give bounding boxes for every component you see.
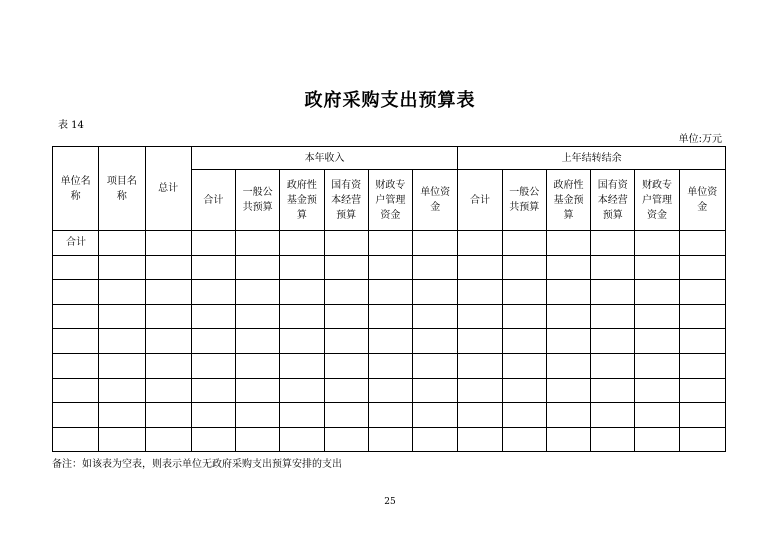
table-cell (145, 403, 191, 428)
table-row (53, 304, 726, 329)
budget-table (52, 146, 726, 452)
table-cell (679, 403, 725, 428)
table-cell (324, 280, 368, 305)
col-current-state-capital: 国有资本经营预算 (324, 170, 368, 231)
col-carryover-gov-fund: 政府性基金预算 (546, 170, 590, 231)
table-cell (591, 403, 635, 428)
table-cell (191, 353, 235, 378)
table-cell (635, 280, 679, 305)
table-cell (145, 427, 191, 452)
table-cell (368, 353, 412, 378)
table-cell (53, 255, 99, 280)
header-prior-year-carryover: 上年结转结余 (458, 147, 726, 170)
table-cell (191, 304, 235, 329)
table-cell (413, 427, 458, 452)
table-cell (145, 304, 191, 329)
table-cell (635, 353, 679, 378)
table-cell (502, 231, 546, 256)
table-cell (324, 304, 368, 329)
col-carryover-state-capital: 国有资本经营预算 (591, 170, 635, 231)
table-cell (502, 353, 546, 378)
table-cell (368, 378, 412, 403)
table-cell (679, 304, 725, 329)
col-carryover-fiscal-account: 财政专户管理资金 (635, 170, 679, 231)
table-row (53, 378, 726, 403)
table-cell (191, 231, 235, 256)
table-cell (635, 427, 679, 452)
table-cell (591, 427, 635, 452)
table-cell (458, 329, 502, 354)
table-cell (635, 231, 679, 256)
table-cell (413, 255, 458, 280)
table-cell (280, 329, 324, 354)
table-cell (368, 329, 412, 354)
col-carryover-unit-funds: 单位资金 (679, 170, 725, 231)
table-cell (591, 255, 635, 280)
table-cell (191, 255, 235, 280)
table-cell (324, 231, 368, 256)
table-cell (191, 403, 235, 428)
table-cell (368, 231, 412, 256)
table-cell (546, 280, 590, 305)
header-grand-total: 总计 (145, 147, 191, 231)
table-cell (635, 403, 679, 428)
table-cell (458, 403, 502, 428)
table-cell (413, 231, 458, 256)
table-cell (145, 255, 191, 280)
table-cell (280, 403, 324, 428)
table-cell (679, 231, 725, 256)
table-body (53, 231, 726, 452)
table-cell (280, 353, 324, 378)
table-cell (99, 304, 145, 329)
table-cell (502, 403, 546, 428)
table-cell (458, 353, 502, 378)
table-cell (99, 427, 145, 452)
table-cell (280, 280, 324, 305)
total-row (53, 231, 726, 256)
table-cell (53, 403, 99, 428)
table-cell (591, 231, 635, 256)
table-cell (413, 304, 458, 329)
table-cell (368, 427, 412, 452)
table-cell (236, 427, 280, 452)
col-current-total: 合计 (191, 170, 235, 231)
table-cell (191, 329, 235, 354)
table-cell (99, 280, 145, 305)
table-cell (458, 231, 502, 256)
table-cell (236, 231, 280, 256)
table-number: 表 14 (58, 120, 84, 131)
table-cell (145, 280, 191, 305)
col-current-gov-fund: 政府性基金预算 (280, 170, 324, 231)
table-cell (458, 255, 502, 280)
table-cell (413, 353, 458, 378)
table-cell (324, 329, 368, 354)
table-cell (591, 280, 635, 305)
table-cell (591, 353, 635, 378)
table-cell (99, 353, 145, 378)
table-cell (53, 329, 99, 354)
table-cell (413, 378, 458, 403)
table-cell (99, 231, 145, 256)
table-cell (679, 329, 725, 354)
table-row (53, 353, 726, 378)
table-cell (502, 280, 546, 305)
table-cell (145, 378, 191, 403)
table-cell (99, 403, 145, 428)
table-cell (53, 378, 99, 403)
table-cell (458, 304, 502, 329)
table-cell (53, 353, 99, 378)
col-current-general-budget: 一般公共预算 (236, 170, 280, 231)
table-cell (280, 427, 324, 452)
table-cell (502, 255, 546, 280)
header-unit-name: 单位名称 (53, 147, 99, 231)
header-row-groups (53, 147, 726, 170)
table-cell (591, 329, 635, 354)
table-cell (236, 304, 280, 329)
header-project-name: 项目名称 (99, 147, 145, 231)
table-cell (546, 353, 590, 378)
table-cell (502, 329, 546, 354)
table-cell (458, 427, 502, 452)
table-cell (502, 427, 546, 452)
table-cell (324, 378, 368, 403)
table-cell (368, 304, 412, 329)
table-cell (591, 304, 635, 329)
table-cell (324, 255, 368, 280)
col-current-unit-funds: 单位资金 (413, 170, 458, 231)
table-cell (679, 378, 725, 403)
footnote: 备注：如该表为空表，则表示单位无政府采购支出预算安排的支出 (52, 459, 342, 470)
table-cell (145, 231, 191, 256)
table-cell (99, 378, 145, 403)
table-cell (635, 329, 679, 354)
table-row (53, 280, 726, 305)
table-cell (458, 378, 502, 403)
table-cell (145, 329, 191, 354)
table-cell (280, 231, 324, 256)
table-cell (280, 378, 324, 403)
table-cell (635, 304, 679, 329)
table-cell (191, 280, 235, 305)
col-carryover-total: 合计 (458, 170, 502, 231)
table-cell (546, 255, 590, 280)
table-cell (368, 403, 412, 428)
table-cell (546, 231, 590, 256)
table-cell (679, 427, 725, 452)
table-cell (502, 378, 546, 403)
table-cell (546, 329, 590, 354)
table-cell (324, 427, 368, 452)
table-cell (324, 353, 368, 378)
table-cell (635, 255, 679, 280)
table-cell (546, 427, 590, 452)
table-cell (53, 304, 99, 329)
table-cell (145, 353, 191, 378)
table-cell (679, 353, 725, 378)
table-cell (236, 403, 280, 428)
table-cell (236, 329, 280, 354)
table-cell (324, 403, 368, 428)
table-cell (280, 304, 324, 329)
table-cell (236, 353, 280, 378)
table-cell (591, 378, 635, 403)
table-cell (53, 280, 99, 305)
table-cell (368, 280, 412, 305)
page-title: 政府采购支出预算表 (304, 90, 476, 111)
table-cell (546, 304, 590, 329)
table-row (53, 427, 726, 452)
table-cell (99, 255, 145, 280)
table-row (53, 403, 726, 428)
table-cell (53, 427, 99, 452)
table-cell (546, 378, 590, 403)
table-cell (413, 329, 458, 354)
table-cell (413, 280, 458, 305)
total-row-label: 合计 (53, 231, 99, 256)
header-current-year-income: 本年收入 (191, 147, 458, 170)
table-cell (236, 378, 280, 403)
unit-label: 单位:万元 (678, 134, 722, 145)
page-number: 25 (384, 497, 396, 507)
table-cell (236, 255, 280, 280)
table-cell (191, 427, 235, 452)
col-current-fiscal-account: 财政专户管理资金 (368, 170, 412, 231)
table-row (53, 255, 726, 280)
table-cell (502, 304, 546, 329)
table-cell (546, 403, 590, 428)
table-cell (458, 280, 502, 305)
table-cell (413, 403, 458, 428)
table-cell (679, 255, 725, 280)
table-cell (679, 280, 725, 305)
table-cell (236, 280, 280, 305)
table-cell (368, 255, 412, 280)
table-cell (280, 255, 324, 280)
table-row (53, 329, 726, 354)
col-carryover-general-budget: 一般公共预算 (502, 170, 546, 231)
table-cell (191, 378, 235, 403)
table-cell (99, 329, 145, 354)
table-cell (635, 378, 679, 403)
